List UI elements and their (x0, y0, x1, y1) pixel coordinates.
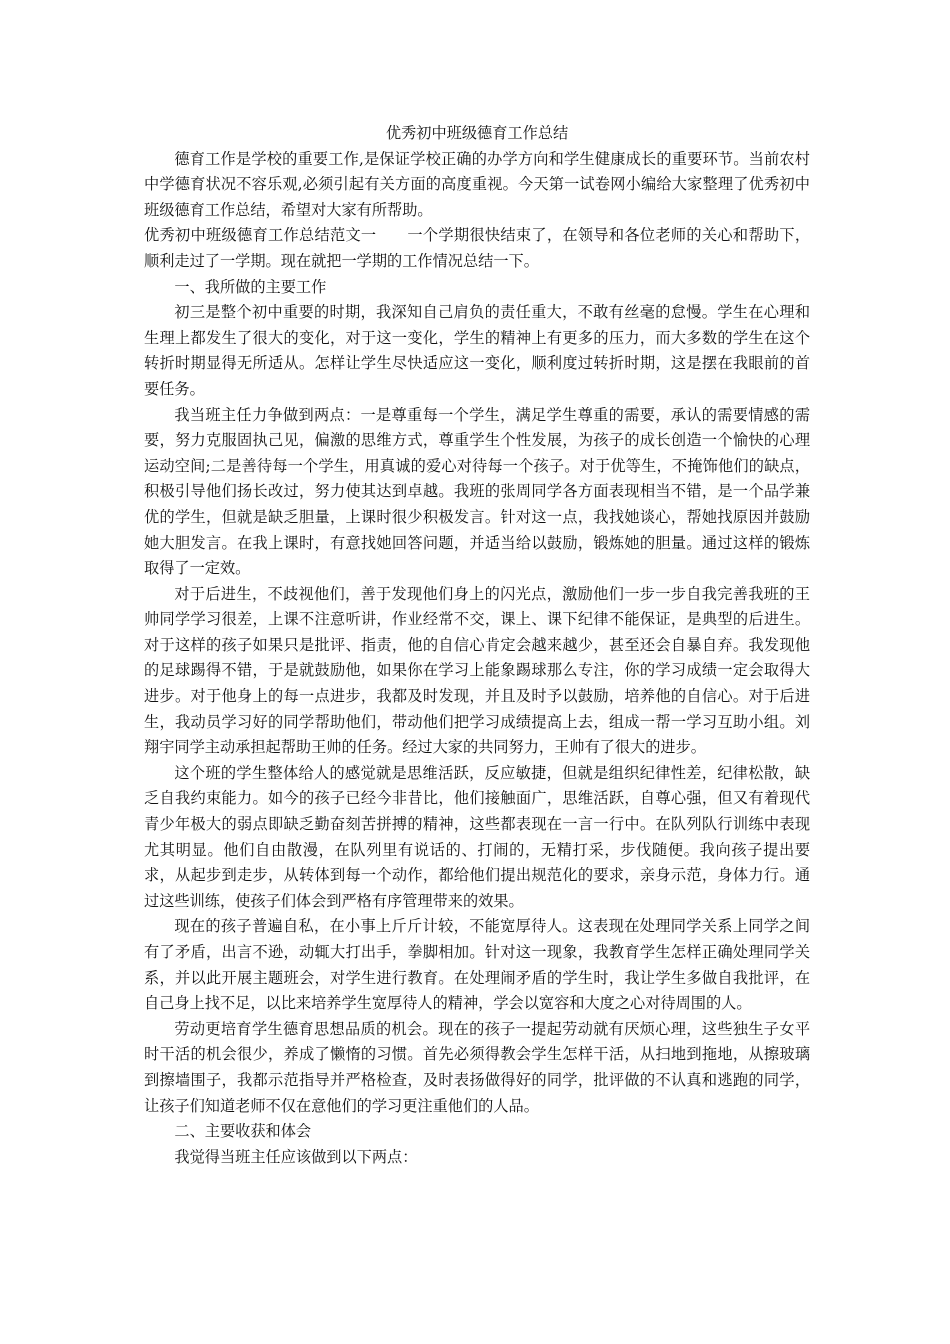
section-heading-gains: 二、主要收获和体会 (174, 1122, 312, 1141)
document-body (144, 147, 810, 1171)
document-title: 优秀初中班级德育工作总结 (385, 124, 569, 142)
paragraph-intro: 德育工作是学校的重要工作,是保证学校正确的办学方向和学生健康成长的重要环节。当前农村中学德育状况不容乐观,必须引起有关方面的高度重视。今天第一试卷网小编给大家整理了优秀初中班级德育工作总结，希望对大家有所帮助。 (144, 149, 810, 219)
paragraph-selfishness: 现在的孩子普遍自私，在小事上斤斤计较，不能宽厚待人。这表现在处理同学关系上同学之间有了矛盾，出言不逊，动辄大打出手，拳脚相加。针对这一现象，我教育学生怎样正确处理同学关系，并以此开展主题班会，对学生进行教育。在处理闹矛盾的学生时，我让学生多做自我批评，在自己身上找不足，以比来培养学生宽厚待人的精神，学会以宽容和大度之心对待周围的人。 (144, 917, 810, 1013)
paragraph-two-points-intro: 我觉得当班主任应该做到以下两点： (174, 1147, 418, 1166)
paragraph-grade-three: 初三是整个初中重要的时期，我深知自己肩负的责任重大，不敢有丝毫的怠慢。学生在心理和生理上都发生了很大的变化，对于这一变化，学生的精神上有更多的压力，而大多数的学生在这个转折时期显得无所适从。怎样让学生尽快适应这一变化，顺利度过转折时期，这是摆在我眼前的首要任务。 (144, 303, 810, 398)
document-page (144, 118, 810, 1170)
section-heading-main-work: 一、我所做的主要工作 (174, 277, 327, 296)
paragraph-discipline: 这个班的学生整体给人的感觉就是思维活跃，反应敏捷，但就是组织纪律性差，纪律松散，缺乏自我约束能力。如今的孩子已经今非昔比，他们接触面广，思维活跃，自尊心强，但又有着现代青少年极大的弱点即缺乏勤奋刻苦拼搏的精神，这些都表现在一言一行中。在队列队行训练中表现尤其明显。他们自由散漫，在队列里有说话的、打闹的，无精打采，步伐随便。我向孩子提出要求，从起步到走步，从转体到每一个动作，都给他们提出规范化的要求，亲身示范，身体力行。通过这些训练，使孩子们体会到严格有序管理带来的效果。 (144, 763, 810, 910)
paragraph-labor: 劳动更培育学生德育思想品质的机会。现在的孩子一提起劳动就有厌烦心理，这些独生子女平时干活的机会很少，养成了懒惰的习惯。首先必须得教会学生怎样干活，从扫地到拖地，从擦玻璃到擦墙围子，我都示范指导并严格检查，及时表扬做得好的同学，批评做的不认真和逃跑的同学，让孩子们知道老师不仅在意他们的学习更注重他们的人品。 (144, 1019, 810, 1115)
paragraph-underachievers: 对于后进生，不歧视他们，善于发现他们身上的闪光点，激励他们一步一步自我完善我班的王帅同学学习很差，上课不注意听讲，作业经常不交，课上、课下纪律不能保证，是典型的后进生。对于这样的孩子如果只是批评、指责，他的自信心肯定会越来越少，甚至还会自暴自弃。我发现他的足球踢得不错，于是就鼓励他，如果你在学习上能象踢球那么专注，你的学习成绩一定会取得大进步。对于他身上的每一点进步，我都及时发现，并且及时予以鼓励，培养他的自信心。对于后进生，我动员学习好的同学帮助他们，带动他们把学习成绩提高上去，组成一帮一学习互助小组。刘翔宇同学主动承担起帮助王帅的任务。经过大家的共同努力，王帅有了很大的进步。 (144, 584, 810, 757)
paragraph-two-points: 我当班主任力争做到两点：一是尊重每一个学生，满足学生尊重的需要，承认的需要情感的需要，努力克服固执己见，偏激的思维方式，尊重学生个性发展，为孩子的成长创造一个愉快的心理运动空间;二是善待每一个学生，用真诚的爱心对待每一个孩子。对于优等生，不掩饰他们的缺点，积极引导他们扬长改过，努力使其达到卓越。我班的张周同学各方面表现相当不错，是一个品学兼优的学生，但就是缺乏胆量，上课时很少积极发言。针对这一点，我找她谈心，帮她找原因并鼓励她大胆发言。在我上课时，有意找她回答问题，并适当给以鼓励，锻炼她的胆量。通过这样的锻炼取得了一定效。 (144, 405, 810, 578)
paragraph-sample-heading: 优秀初中班级德育工作总结范文一 一个学期很快结束了，在领导和各位老师的关心和帮助下，顺利走过了一学期。现在就把一学期的工作情况总结一下。 (144, 226, 810, 270)
